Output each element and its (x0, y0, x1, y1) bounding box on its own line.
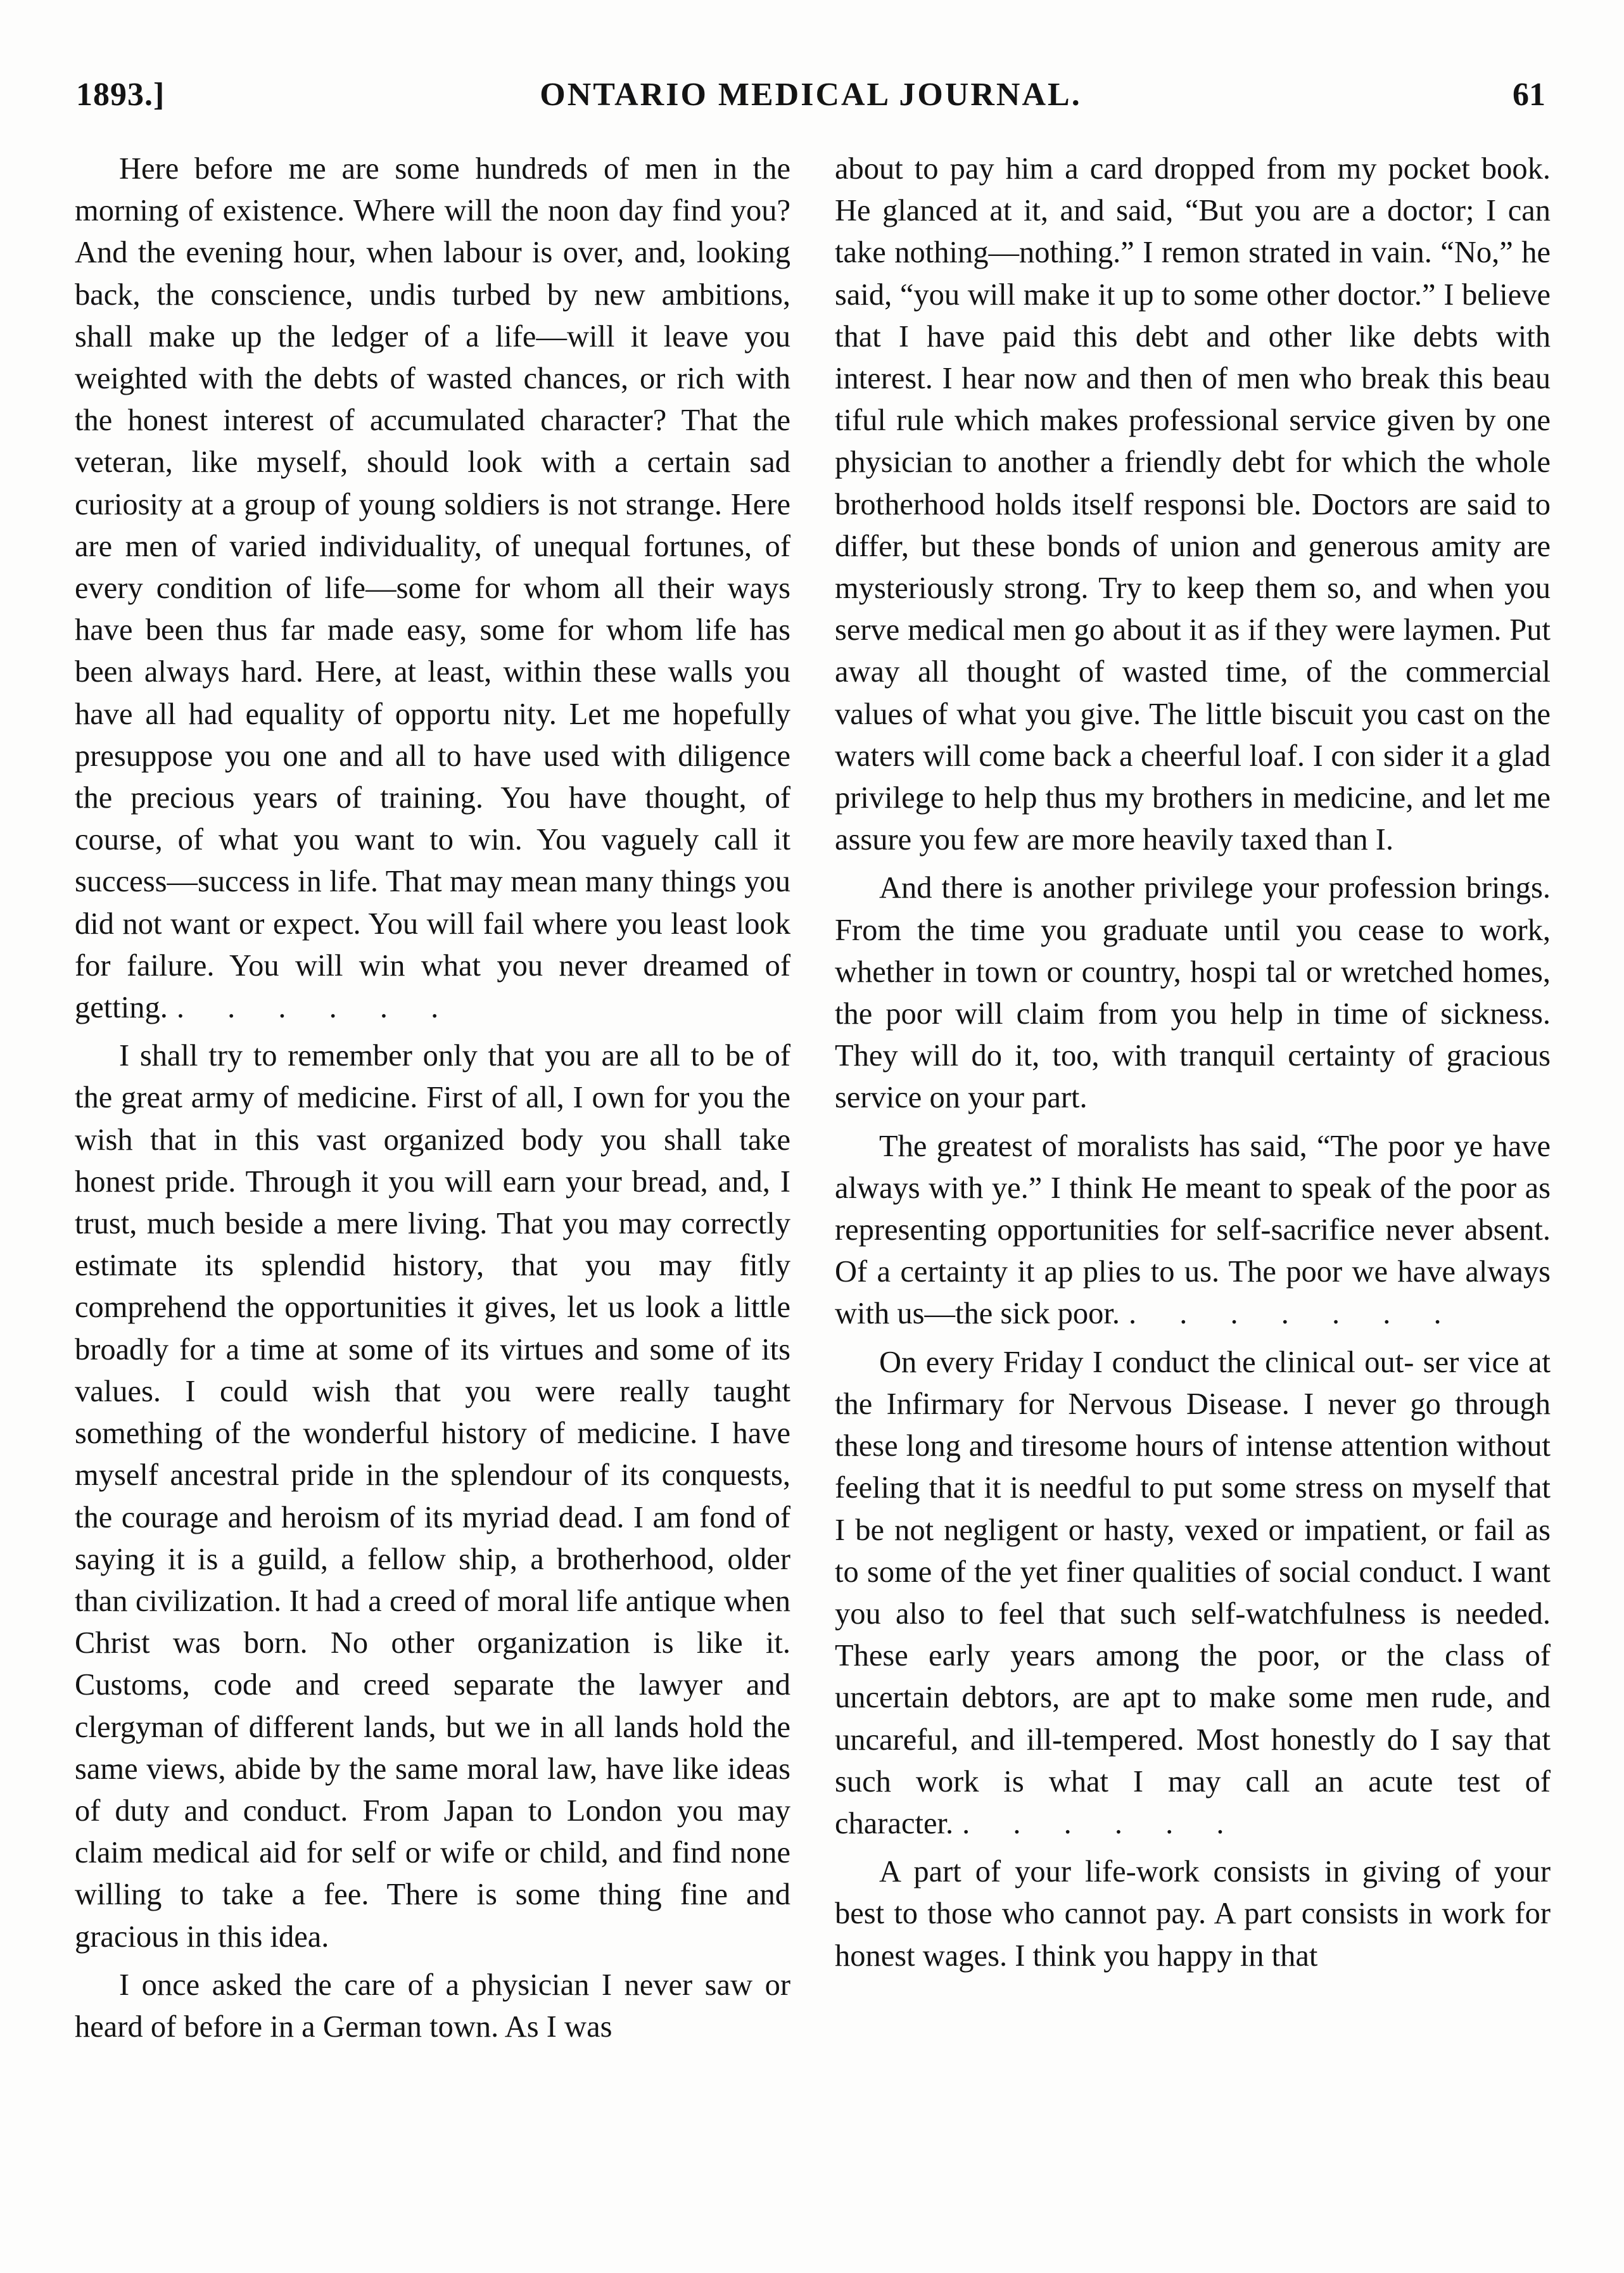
paragraph-text: I shall try to remember only that you are all to be of the great army of medicine. First of all, I own for you the wish that in this vast organized body you shall take honest pride. Through it you will earn your bread, and, I trust, much beside a mere living. That you may correctly estimate its splendid history, that you may fitly comprehend the opportunities it gives, let us look a little broadly for a time at some of its virtues and some of its values. I could wish that you were really taught something of the wonderful history of medicine. I have myself ancestral pride in the splendour of its conquests, the courage and heroism of its myriad dead. I am fond of saying it is a guild, a fellow ship, a brotherhood, older than civilization. It had a creed of moral life antique when Christ was born. No other organization is like it. Customs, code and creed separate the lawyer and clergyman of different lands, but we in all lands hold the same views, abide by the same moral law, have like ideas of duty and conduct. From Japan to London you may claim medical aid for self or wife or child, and find none willing to take a fee. There is some thing fine and gracious in this idea. (75, 1039, 790, 1954)
right-column (835, 148, 1551, 1977)
paragraph (75, 1964, 790, 2048)
paragraph (835, 1126, 1551, 1335)
page-number: 61 (1513, 77, 1545, 113)
paragraph-text: And there is another privilege your profession brings. From the time you graduate until you cease to work, whether in town or country, hospi tal or wretched homes, the poor will claim from you help in time of sickness. They will do it, too, with tranquil certainty of gracious service on your part. (835, 871, 1551, 1115)
paragraph-continued (835, 148, 1551, 861)
journal-title: ONTARIO MEDICAL JOURNAL. (540, 77, 1082, 113)
section-break-dots: . . . . . . . (1128, 1297, 1459, 1331)
paragraph-text: On every Friday I conduct the clinical out- ser vice at the Infirmary for Nervous Disease. I never go through these long and tiresome hours of intense attention without feeling that it is needful to put some stress on myself that I be not negligent or hasty, vexed or impatient, or fail as to some of the yet finer qualities of social conduct. I want you also to feel that such self-watchfulness is needed. These early years among the poor, or the class of uncertain debtors, are apt to make some men rude, and uncareful, and ill-tempered. Most honestly do I say that such work is what I may call an acute test of character. (835, 1345, 1551, 1840)
header-year: 1893.] (76, 77, 165, 113)
section-break-dots: . . . . . . (962, 1806, 1242, 1840)
paragraph-text: about to pay him a card dropped from my pocket book. He glanced at it, and said, “But you are a doctor; I can take nothing—nothing.” I remon strated in vain. “No,” he said, “you will make it up to some other doctor.” I believe that I have paid this debt and other like debts with interest. I hear now and then of men who break this beau tiful rule which makes professional service given by one physician to another a friendly debt for which the whole brotherhood holds itself responsi ble. Doctors are said to differ, but these bonds of union and generous amity are mysteriously strong. Try to keep them so, and when you serve medical men go about it as if they were laymen. Put away all thought of wasted time, of the commercial values of what you give. The little biscuit you cast on the waters will come back a cheerful loaf. I con sider it a glad privilege to help thus my brothers in medicine, and let me assure you few are more heavily taxed than I. (835, 152, 1551, 857)
section-break-dots: . . . . . . (176, 991, 457, 1025)
paragraph-text: A part of your life-work consists in giving of your best to those who cannot pay. A part consists in work for honest wages. I think you happy in that (835, 1855, 1551, 1973)
paragraph-text: Here before me are some hundreds of men in the morning of existence. Where will the noon day find you? And the evening hour, when labour is over, and, looking back, the conscience, undis turbed by new ambitions, shall make up the ledger of a life—will it leave you weighted with the debts of wasted chances, or rich with the honest interest of accumulated character? That the veteran, like myself, should look with a certain sad curiosity at a group of young soldiers is not strange. Here are men of varied individuality, of unequal fortunes, of every condition of life—some for whom all their ways have been thus far made easy, some for whom life has been always hard. Here, at least, within these walls you have all had equality of opportu nity. Let me hopefully presuppose you one and all to have used with diligence the precious years of training. You have thought, of course, of what you want to win. You vaguely call it success—success in life. That may mean many things you did not want or expect. You will fail where you least look for failure. You will win what you never dreamed of getting. (75, 152, 790, 1025)
paragraph-text: The greatest of moralists has said, “The poor ye have always with ye.” I think He meant to speak of the poor as representing opportunities for self-sacrifice never absent. Of a certainty it ap plies to us. The poor we have always with us—the sick poor. (835, 1129, 1551, 1331)
running-header (76, 76, 1545, 133)
paragraph-text: I once asked the care of a physician I never saw or heard of before in a German town. As I was (75, 1968, 790, 2044)
paragraph (835, 1851, 1551, 1977)
left-column (75, 148, 790, 2048)
paragraph (75, 1035, 790, 1958)
paragraph (75, 148, 790, 1029)
paragraph (835, 867, 1551, 1119)
paragraph (835, 1342, 1551, 1845)
